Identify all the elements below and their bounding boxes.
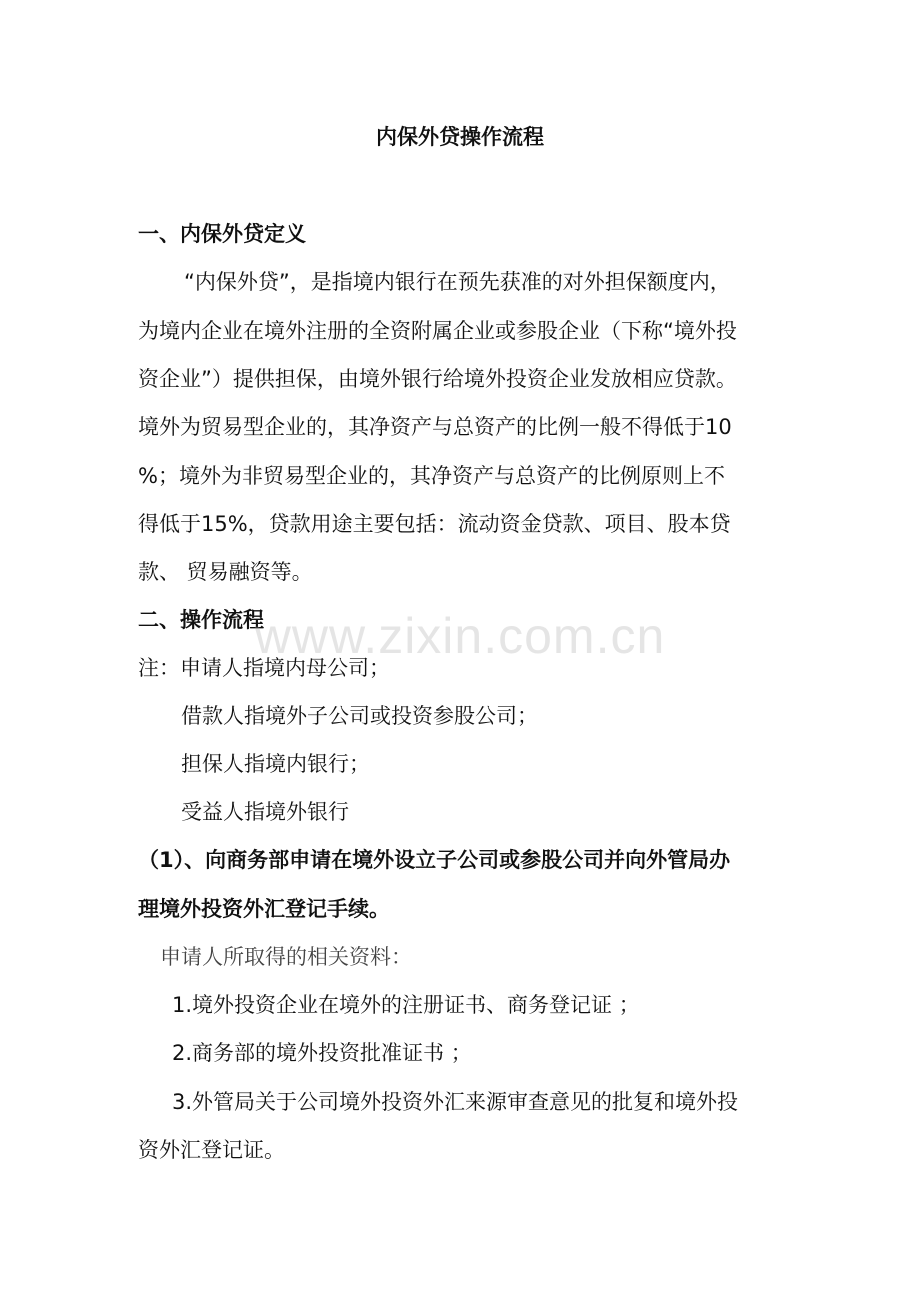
section1-line-4: 境外为贸易型企业的，其净资产与总资产的比例一般不得低于10 (138, 415, 732, 439)
section1-heading: 一、内保外贷定义 (138, 222, 306, 246)
section1-line-7: 款、 贸易融资等。 (138, 560, 313, 584)
section1-line-3: 资企业”）提供担保，由境外银行给境外投资企业发放相应贷款。 (138, 367, 737, 391)
material-item-2: 2.商务部的境外投资批准证书 ； (172, 1041, 472, 1065)
step1-line-1: （1）、向商务部申请在境外设立子公司或参股公司并向外管局办 (138, 848, 731, 872)
material-item-3: 3.外管局关于公司境外投资外汇来源审查意见的批复和境外投 (172, 1090, 739, 1114)
document-title: 内保外贷操作流程 (376, 125, 544, 149)
note-beneficiary: 受益人指境外银行 (181, 800, 349, 824)
step1-line-2: 理境外投资外汇登记手续。 (138, 897, 390, 921)
section1-line-6: 得低于15%，贷款用途主要包括：流动资金贷款、项目、股本贷 (138, 512, 731, 536)
material-item-3-cont: 资外汇登记证。 (138, 1138, 285, 1162)
watermark: www.zixin.com.cn (254, 608, 666, 664)
note-applicant: 注：申请人指境内母公司； (138, 656, 390, 680)
section2-heading: 二、操作流程 (138, 608, 264, 632)
materials-label: 申请人所取得的相关资料： (160, 945, 412, 969)
material-item-1: 1.境外投资企业在境外的注册证书、商务登记证 ； (172, 993, 640, 1017)
section1-line-5: %；境外为非贸易型企业的，其净资产与总资产的比例原则上不 (138, 464, 725, 488)
note-borrower: 借款人指境外子公司或投资参股公司； (181, 704, 538, 728)
section1-line-2: 为境内企业在境外注册的全资附属企业或参股企业（下称“境外投 (138, 319, 737, 343)
section1-line-1: “内保外贷”，是指境内银行在预先获准的对外担保额度内， (184, 270, 731, 294)
note-guarantor: 担保人指境内银行； (181, 752, 370, 776)
